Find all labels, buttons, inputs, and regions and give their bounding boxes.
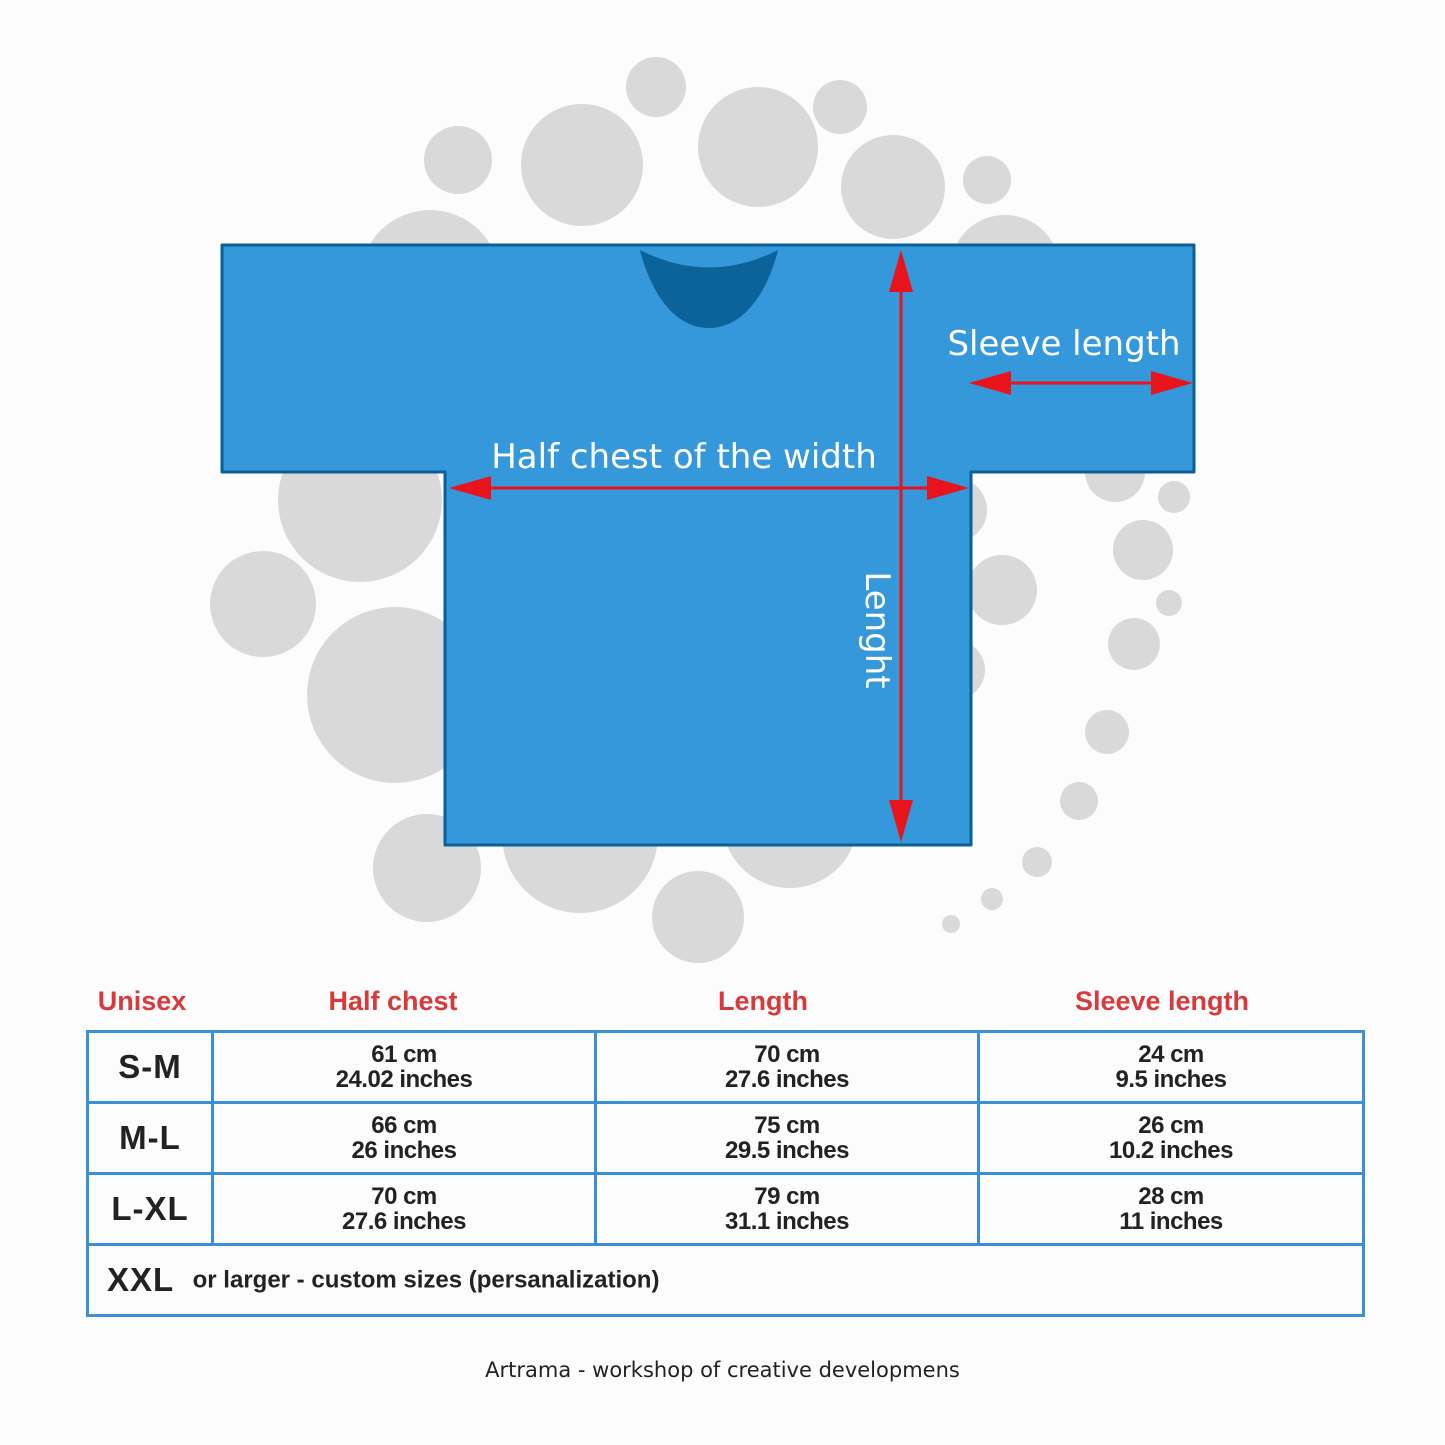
size-cell: M-L [88, 1103, 213, 1174]
xxl-cell [88, 1245, 1364, 1316]
cm-value: 28 cm [1138, 1182, 1204, 1210]
size-cell: S-M [88, 1032, 213, 1103]
header-half-chest: Half chest [328, 986, 458, 1016]
header-sleeve-length: Sleeve length [1074, 986, 1250, 1016]
inch-value: 11 inches [1119, 1208, 1223, 1235]
xxl-size-label: XXL [107, 1260, 175, 1298]
length-cell [596, 1032, 979, 1103]
table-row [88, 1103, 1364, 1174]
inch-value: 27.6 inches [725, 1066, 849, 1093]
cm-value: 26 cm [1138, 1111, 1204, 1139]
sleeve-length-label: Sleeve length [947, 324, 1181, 364]
size-table [86, 1030, 1365, 1317]
cm-value: 79 cm [754, 1182, 820, 1210]
table-row-xxl [88, 1245, 1364, 1316]
inch-value: 24.02 inches [335, 1066, 473, 1093]
half-chest-label: Half chest of the width [491, 437, 877, 477]
inch-value: 31.1 inches [725, 1208, 849, 1235]
half-chest-cell [213, 1032, 596, 1103]
inch-value: 9.5 inches [1115, 1066, 1227, 1093]
footer-credit: Artrama - workshop of creative developmens [485, 1358, 960, 1382]
inch-value: 29.5 inches [725, 1137, 849, 1164]
cm-value: 75 cm [754, 1111, 820, 1139]
inch-value: 26 inches [351, 1137, 457, 1164]
table-row [88, 1174, 1364, 1245]
cm-value: 61 cm [371, 1040, 437, 1068]
xxl-note: or larger - custom sizes (persanalization) [192, 1266, 660, 1294]
header-length: Length [718, 986, 808, 1016]
table-row [88, 1032, 1364, 1103]
cm-value: 24 cm [1138, 1040, 1204, 1068]
length-cell [596, 1103, 979, 1174]
inch-value: 10.2 inches [1109, 1137, 1233, 1164]
sleeve-cell [979, 1103, 1364, 1174]
inch-value: 27.6 inches [342, 1208, 466, 1235]
half-chest-cell [213, 1174, 596, 1245]
length-label: Lenght [857, 571, 897, 689]
cm-value: 70 cm [754, 1040, 820, 1068]
header-unisex: Unisex [97, 986, 187, 1016]
size-cell: L-XL [88, 1174, 213, 1245]
sleeve-cell [979, 1032, 1364, 1103]
length-cell [596, 1174, 979, 1245]
cm-value: 66 cm [371, 1111, 437, 1139]
cm-value: 70 cm [371, 1182, 437, 1210]
sleeve-cell [979, 1174, 1364, 1245]
half-chest-cell [213, 1103, 596, 1174]
